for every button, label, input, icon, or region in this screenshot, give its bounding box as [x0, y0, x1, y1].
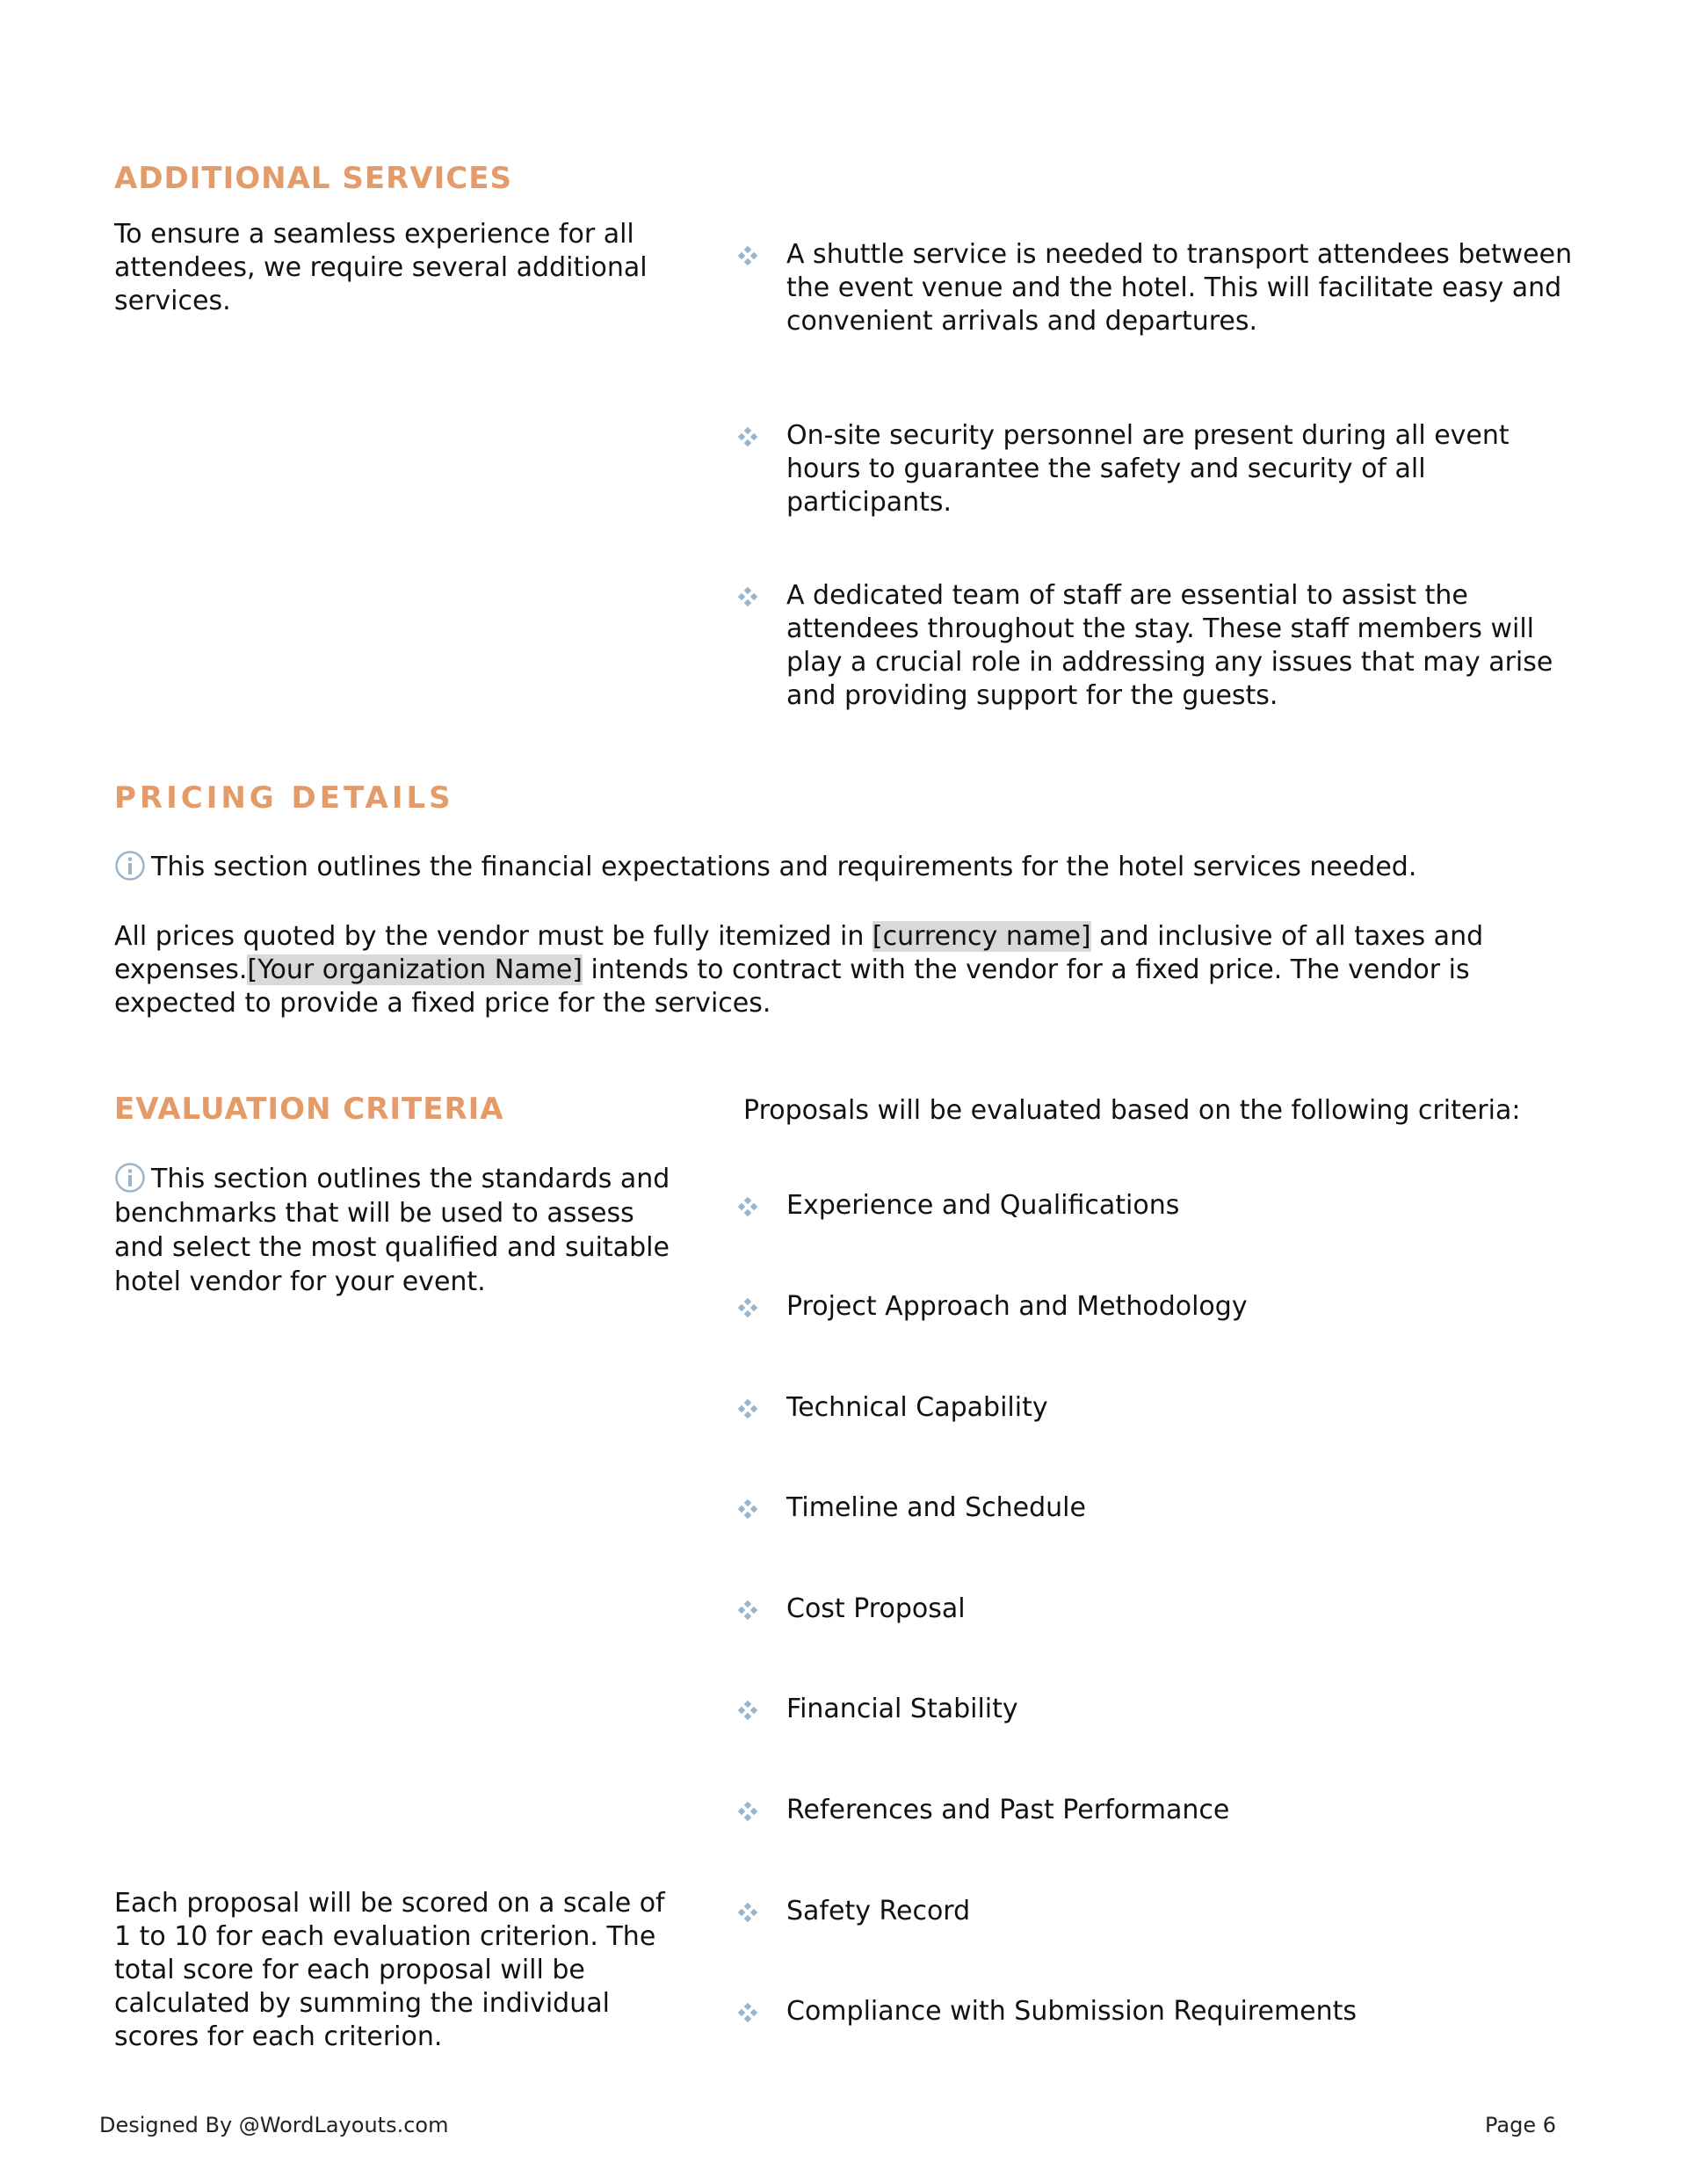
diamond-bullet-icon: [738, 2003, 757, 2022]
pricing-note: [114, 850, 1590, 884]
diamond-bullet-icon: [738, 246, 757, 265]
organization-placeholder: [Your organization Name]: [247, 954, 583, 985]
service-item-text: A shuttle service is needed to transport attendees between the event venue and the hotel. This will facilitate easy and convenient arrivals and departures.: [786, 239, 1573, 337]
criterion-text: Safety Record: [786, 1896, 971, 1926]
list-item: [738, 1290, 1573, 1324]
diamond-bullet-icon: [738, 1197, 757, 1216]
additional-services-heading: ADDITIONAL SERVICES: [114, 161, 512, 196]
list-item: [738, 1693, 1573, 1726]
list-item: [738, 1593, 1573, 1626]
diamond-bullet-icon: [738, 427, 757, 446]
diamond-bullet-icon: [738, 1499, 757, 1519]
diamond-bullet-icon: [738, 1903, 757, 1922]
service-item-text: A dedicated team of staff are essential to assist the attendees throughout the stay. These staff members will play a crucial role in addressing any issues that may arise and providing support for the guests.: [786, 580, 1553, 711]
pricing-text-end: intends to contract with the vendor for a fixed price. The vendor is expected to provide a fixed price for the services.: [114, 954, 1470, 1019]
evaluation-lead: Proposals will be evaluated based on the following criteria:: [743, 1095, 1521, 1126]
page-number: Page 6: [1485, 2113, 1556, 2137]
criterion-text: Technical Capability: [786, 1392, 1048, 1423]
pricing-text-start: All prices quoted by the vendor must be fully itemized in: [114, 921, 872, 952]
criterion-text: Cost Proposal: [786, 1593, 966, 1624]
list-item: [738, 1491, 1573, 1525]
diamond-bullet-icon: [738, 1802, 757, 1821]
pricing-text-mid: and inclusive of all taxes and expenses.: [114, 921, 1484, 985]
criterion-text: Project Approach and Methodology: [786, 1291, 1248, 1322]
pricing-details-heading: PRICING DETAILS: [114, 780, 454, 816]
criterion-text: Compliance with Submission Requirements: [786, 1996, 1358, 2027]
list-item: [738, 1794, 1573, 1827]
list-item: [738, 1995, 1573, 2028]
list-item: [738, 419, 1573, 519]
criterion-text: Financial Stability: [786, 1694, 1018, 1724]
pricing-note-text: This section outlines the financial expectations and requirements for the hotel services needed.: [151, 852, 1417, 882]
evaluation-note: [114, 1162, 685, 1299]
scoring-paragraph: Each proposal will be scored on a scale of 1 to 10 for each evaluation criterion. The total score for each proposal will be calculated by summing the individual scores for each criterion.: [114, 1888, 665, 2052]
list-item: [738, 1391, 1573, 1425]
additional-services-intro: To ensure a seamless experience for all attendees, we require several additional services.: [114, 219, 648, 316]
currency-placeholder: [currency name]: [872, 921, 1091, 952]
evaluation-criteria-heading: EVALUATION CRITERIA: [114, 1092, 504, 1127]
diamond-bullet-icon: [738, 1600, 757, 1620]
criterion-text: References and Past Performance: [786, 1795, 1230, 1825]
info-icon: [114, 850, 146, 882]
list-item: [738, 1189, 1573, 1223]
diamond-bullet-icon: [738, 1701, 757, 1720]
diamond-bullet-icon: [738, 1399, 757, 1419]
list-item: [738, 238, 1573, 338]
list-item: [738, 1895, 1573, 1928]
info-icon: [114, 1162, 146, 1194]
footer-credit: Designed By @WordLayouts.com: [99, 2113, 449, 2137]
criterion-text: Experience and Qualifications: [786, 1190, 1180, 1221]
service-item-text: On-site security personnel are present during all event hours to guarantee the safety and security of all participants.: [786, 420, 1510, 518]
evaluation-note-text: This section outlines the standards and benchmarks that will be used to assess and select the most qualified and suitable hotel vendor for your event.: [114, 1164, 670, 1297]
diamond-bullet-icon: [738, 587, 757, 606]
pricing-paragraph: [114, 920, 1590, 1020]
diamond-bullet-icon: [738, 1298, 757, 1317]
criterion-text: Timeline and Schedule: [786, 1492, 1086, 1523]
list-item: [738, 579, 1573, 713]
